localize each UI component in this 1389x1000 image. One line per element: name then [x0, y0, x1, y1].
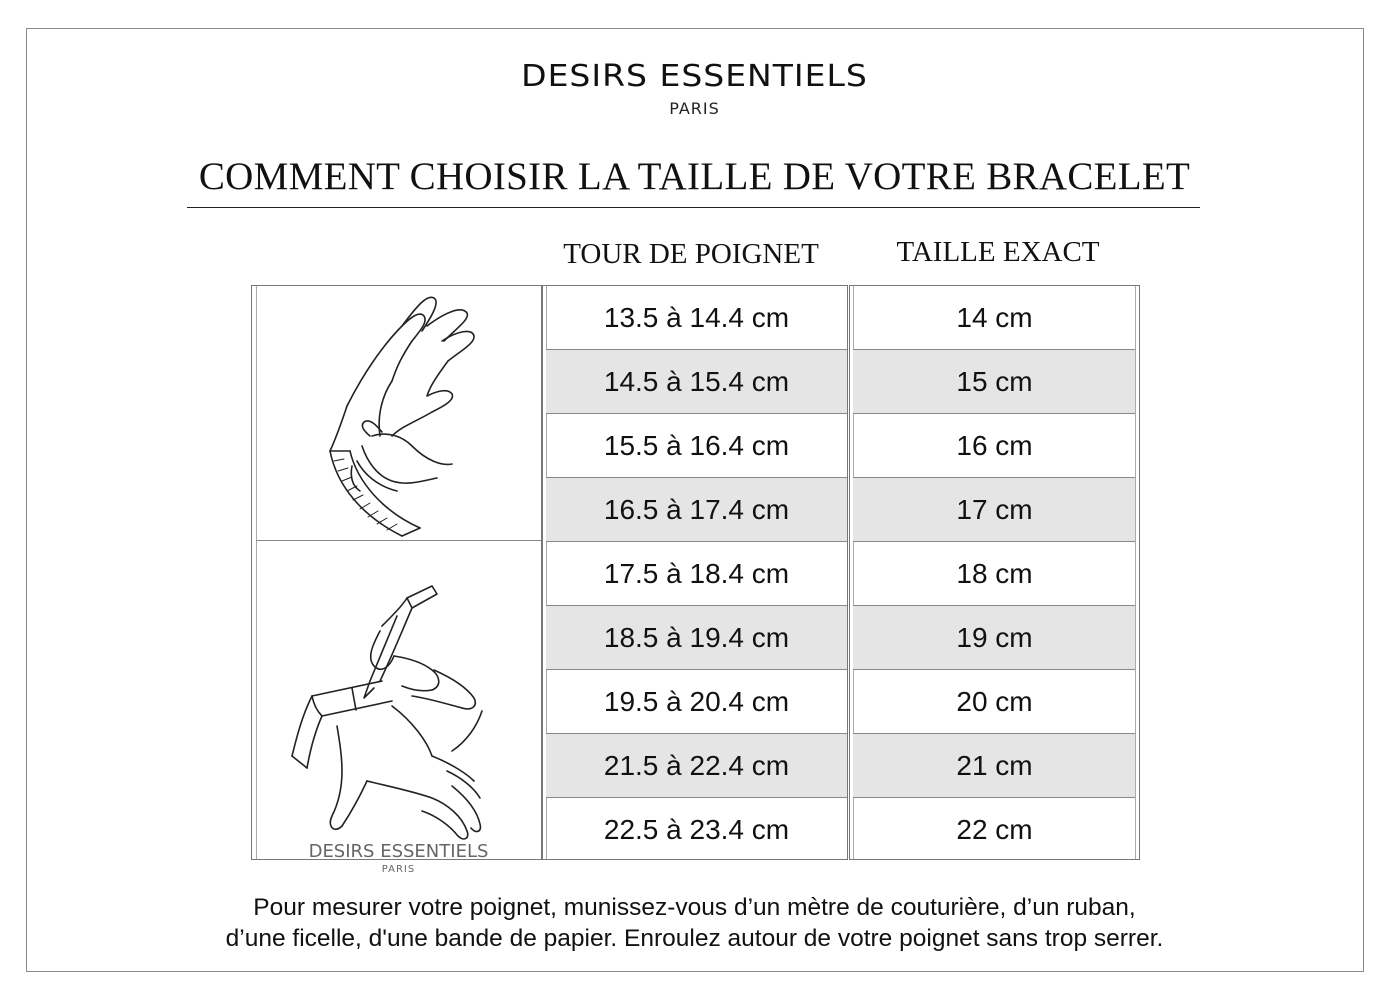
table-row: 18 cm [853, 542, 1136, 606]
table-row: 20 cm [853, 670, 1136, 734]
table-row: 18.5 à 19.4 cm [546, 606, 847, 670]
table-row: 14 cm [853, 286, 1136, 350]
table-row: 15.5 à 16.4 cm [546, 414, 847, 478]
table-row: 19 cm [853, 606, 1136, 670]
wrist-column [542, 285, 848, 860]
table-row: 17 cm [853, 478, 1136, 542]
table-row: 16.5 à 17.4 cm [546, 478, 847, 542]
illustration-city: PARIS [381, 864, 416, 875]
table-row: 19.5 à 20.4 cm [546, 670, 847, 734]
table-row: 17.5 à 18.4 cm [546, 542, 847, 606]
brand-city: PARIS [669, 99, 720, 118]
instructions-line-1: Pour mesurer votre poignet, munissez-vous d’un mètre de couturière, d’un ruban, [253, 894, 1136, 921]
illustration-panel [251, 285, 542, 875]
table-row: 16 cm [853, 414, 1136, 478]
hand-with-measuring-tape-icon [252, 286, 543, 861]
illustration-brand: DESIRS ESSENTIELS [308, 841, 489, 862]
table-row: 14.5 à 15.4 cm [546, 350, 847, 414]
instructions-line-2: d’une ficelle, d'une bande de papier. Enroulez autour de votre poignet sans trop serrer. [225, 925, 1164, 952]
table-row: 13.5 à 14.4 cm [546, 286, 847, 350]
table-row: 21.5 à 22.4 cm [546, 734, 847, 798]
table-row: 15 cm [853, 350, 1136, 414]
table-row: 22 cm [956, 814, 1033, 845]
page-title: COMMENT CHOISIR LA TAILLE DE VOTRE BRACELET [198, 155, 1191, 198]
title-divider [187, 207, 1200, 208]
brand-name: DESIRS ESSENTIELS [521, 57, 868, 94]
header-size: TAILLE EXACT [896, 236, 1100, 268]
table-row: 21 cm [853, 734, 1136, 798]
size-column [849, 285, 1140, 860]
table-row: 22.5 à 23.4 cm [603, 814, 790, 845]
header-wrist: TOUR DE POIGNET [563, 238, 819, 270]
